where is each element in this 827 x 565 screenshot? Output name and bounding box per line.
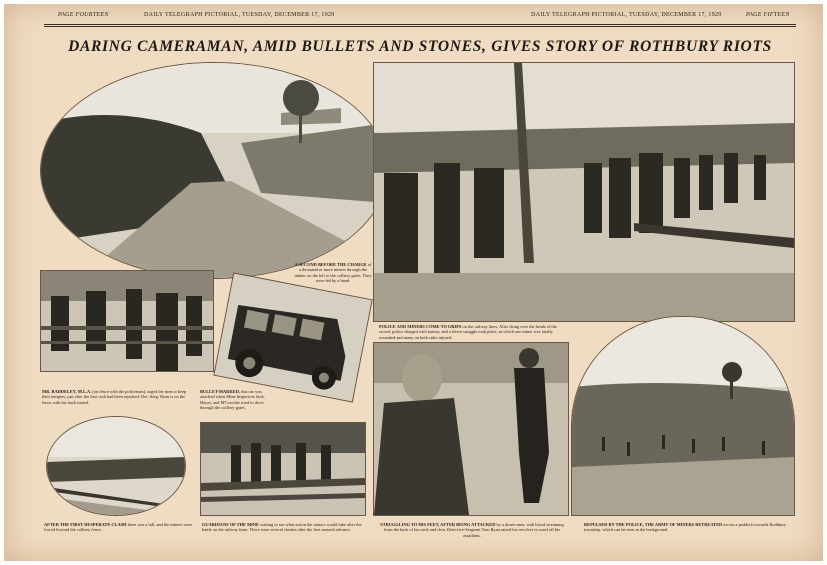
photo-first-clash-oval (46, 416, 186, 516)
photo-railway-clash (373, 62, 795, 322)
photo-miners-retreated (571, 316, 795, 516)
photo-detective-ryan (373, 342, 569, 516)
caption-repulsed: REPULSED BY THE POLICE, THE ARMY OF MINERS RETREATED across a paddock towards Rothbury township, which can be seen in the background. (584, 522, 787, 533)
header-rule-top (44, 24, 796, 25)
caption-first-clash: AFTER THE FIRST DESPERATE CLASH there was a lull, and the miners were forced beyond the colliery fence. (44, 522, 192, 533)
left-page-number: PAGE FOURTEEN (58, 12, 109, 18)
caption-police-miners: POLICE AND MINERS COME TO GRIPS on the railway lines. After firing over the heads of the crowd, police charged with batons, and a fierce struggle took place, in which one miner was fatally wounded and many on both sides injured. (379, 324, 557, 340)
caption-bullet-marked: BULLET-MARKED, this car was attacked when Mine Inspectors Jack, Hayes, and M'Conchie tried to drive through the colliery gates. (200, 389, 265, 411)
caption-second-before: A SECOND BEFORE THE CHARGE of a thousand or more miners through the timber on the left to the colliery gates. They were led by a band. (294, 262, 372, 284)
caption-guardians: GUARDIANS OF THE MINE waiting to see what action the miners would take after the battle on the railway lines. There were several clashes after the first massed advance. (202, 522, 362, 533)
right-page-title: DAILY TELEGRAPH PICTORIAL, TUESDAY, DECEMBER 17, 1929 (531, 12, 722, 18)
caption-struggling: STRUGGLING TO HIS FEET, AFTER BEING ATTACKED by a dozen men, with blood streaming from the back of his neck and chin, Detective-Sergeant Tom Ryan raised his revolver to ward off his assailants. (380, 522, 564, 538)
caption-baddeley: MR. BADDELEY, M.L.A. (on fence with the policeman), urged the men to keep their tempers, just after the first rush had been repulsed. Det.-Serg. Ryan is on the fence with his back turned. (42, 389, 187, 405)
headline: DARING CAMERAMAN, AMID BULLETS AND STONES, GIVES STORY OF ROTHBURY RIOTS (68, 38, 772, 55)
left-page-title: DAILY TELEGRAPH PICTORIAL, TUESDAY, DECEMBER 17, 1929 (144, 12, 335, 18)
photo-guardians-mine (200, 422, 366, 516)
right-page-number: PAGE FIFTEEN (746, 12, 790, 18)
photo-bullet-marked-car (213, 272, 372, 402)
photo-baddeley-fence (40, 270, 214, 372)
photo-road-oval (40, 62, 388, 279)
newspaper-spread (4, 4, 823, 561)
header-rule-bottom (44, 26, 796, 27)
